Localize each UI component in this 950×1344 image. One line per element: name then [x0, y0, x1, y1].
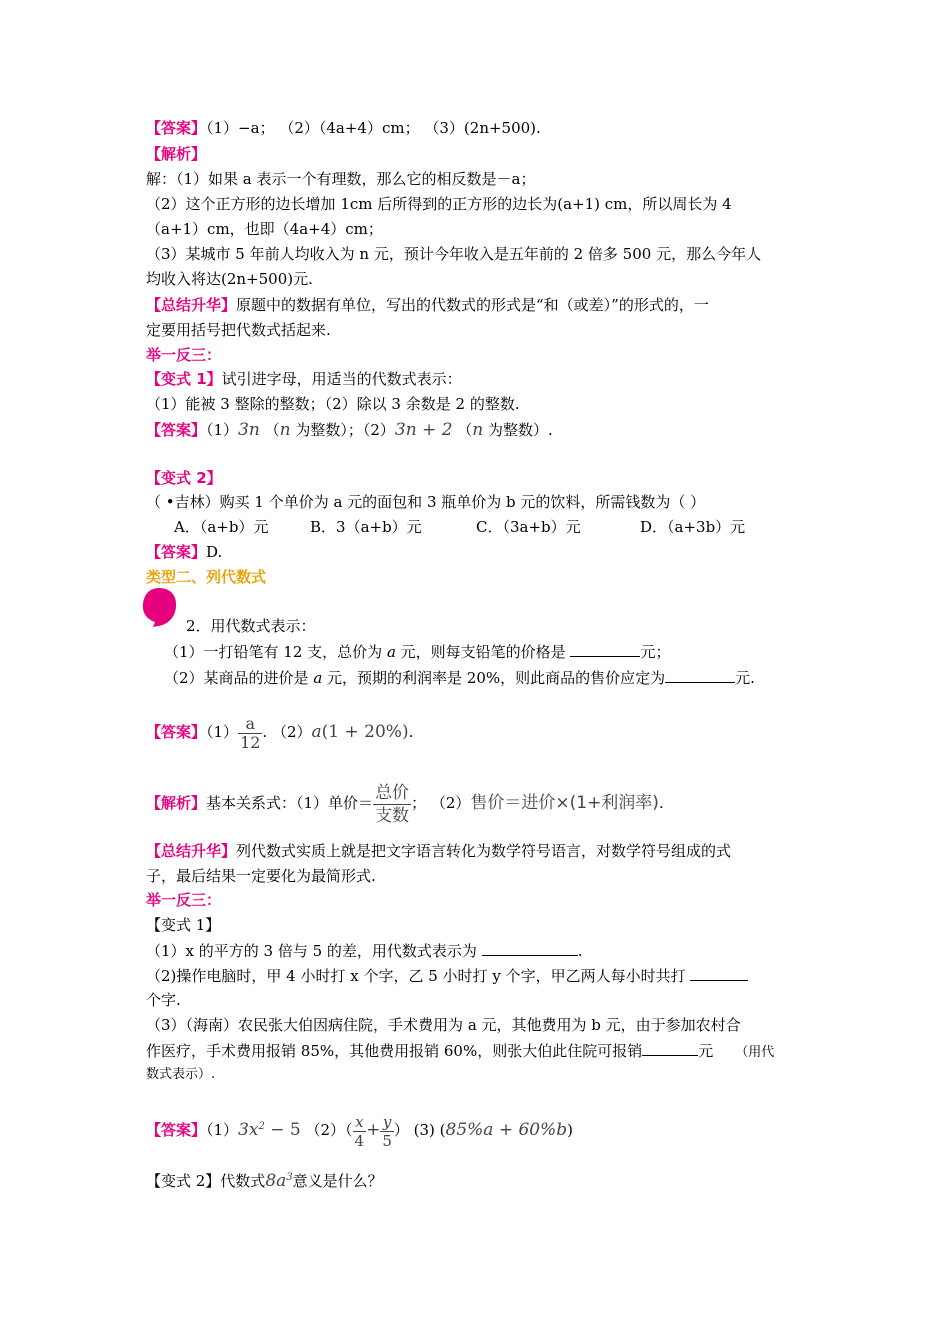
answer-text: D. [206, 543, 223, 561]
practice-heading [146, 890, 221, 910]
answer-tag: 【答案】 [146, 119, 207, 137]
answer-part: 为整数）；（2） [290, 421, 395, 439]
answer-part: ) [567, 1121, 574, 1139]
variant-2-question [146, 1168, 383, 1191]
answer-text: （1）−a； （2）（4a+4）cm； （3）(2n+500). [206, 119, 541, 137]
answer-tag: 【答案】 [146, 543, 207, 561]
question-part: 意义是什么？ [292, 1172, 383, 1190]
question-part: 元，则每支铅笔的价格是 [395, 643, 571, 661]
plus-sign: + [366, 1120, 381, 1140]
math-expression: 3n + 2 [394, 420, 453, 440]
math-expression: (1 + 20%) [321, 722, 409, 742]
text-line: （a+1）cm，也即（4a+4）cm； [146, 220, 383, 238]
fraction [373, 782, 411, 827]
math-expression: 3x [238, 1120, 259, 1140]
math-variable: a [313, 669, 323, 687]
answer-part: （1） [206, 421, 239, 439]
question-part: 作医疗，手术费用报销 85%，其他费用报销 60%，则张大伯此住院可报销 [146, 1042, 643, 1060]
choice-a: A．（a+b）元 [174, 518, 269, 536]
text-line: 数式表示）. [146, 1067, 216, 1082]
question-line [146, 1040, 774, 1063]
answer-line-3 [146, 542, 222, 562]
analysis-tag: 【解析】 [146, 145, 207, 163]
math-variable: n [279, 420, 291, 440]
math-expression: 85%a + 60%b [445, 1120, 568, 1140]
fraction-denominator: 5 [382, 1131, 392, 1150]
answer-part: （ [259, 421, 280, 439]
question-part: （2)操作电脑时，甲 4 小时打 x 个字，乙 5 小时打 y 个字，甲乙两人每小时共打 [146, 967, 691, 985]
summary-text: 原题中的数据有单位，写出的代数式的形式是“和（或差）”的形式的，一 [236, 296, 709, 314]
answer-part: . [408, 723, 414, 741]
question-part: 元； [640, 643, 671, 661]
analysis-part: ； （2） [411, 794, 471, 812]
summary-tag: 【总结升华】 [146, 842, 237, 860]
text-line: 子，最后结果一定要化为最简形式. [146, 867, 376, 885]
variant-line [146, 369, 462, 389]
answer-line-5 [146, 1104, 573, 1153]
answer-part: （1） [206, 723, 239, 741]
answer-part: ） (3) ( [393, 1121, 446, 1139]
analysis-line [146, 778, 664, 828]
answer-line-1 [146, 118, 541, 138]
fraction-denominator: 12 [240, 732, 261, 752]
question-part: （用代 [735, 1045, 775, 1060]
analysis-part: . [658, 794, 664, 812]
section-heading [146, 567, 266, 587]
text-line: 定要用括号把代数式括起来. [146, 321, 331, 339]
analysis-heading [146, 144, 206, 164]
variant-heading: 【变式 1】 [146, 916, 221, 934]
summary-line [146, 295, 709, 315]
variant-tag: 【变式 2】 [146, 469, 222, 487]
answer-part: （ [452, 421, 473, 439]
fraction [380, 1113, 394, 1150]
math-exponent: 2 [258, 1121, 265, 1132]
text-line: 个字. [146, 991, 181, 1009]
answer-line-4 [146, 712, 413, 752]
math-expression: 售价＝进价×(1+利润率) [470, 793, 659, 813]
answer-part: （2）（ [300, 1121, 353, 1139]
fraction [238, 715, 262, 752]
question-line [146, 965, 748, 986]
fill-blank [642, 1040, 698, 1056]
example-badge-icon [140, 586, 178, 628]
question-line [164, 667, 755, 688]
question-part: 元. [735, 669, 755, 687]
math-expression: 8a [265, 1171, 287, 1191]
question-line [146, 940, 582, 961]
math-expression: 3n [238, 420, 260, 440]
fraction-numerator: a [245, 713, 256, 733]
fill-blank [690, 965, 748, 981]
text-line: 均收入将达(2n+500)元. [146, 270, 313, 288]
variant-text: 试引进字母，用适当的代数式表示： [221, 370, 462, 388]
choice-b: B．3（a+b）元 [310, 518, 422, 536]
text-line: （1）能被 3 整除的整数；（2）除以 3 余数是 2 的整数. [146, 395, 520, 413]
question-part: （1）x 的平方的 3 倍与 5 的差，用代数式表示为 [146, 942, 482, 960]
section-title: 类型二、列代数式 [146, 568, 267, 586]
example-question: 2．用代数式表示： [186, 617, 316, 635]
question-line: （ •吉林）购买 1 个单价为 a 元的面包和 3 瓶单价为 b 元的饮料，所需钱数为（ ） [146, 493, 706, 511]
answer-tag: 【答案】 [146, 723, 207, 741]
fill-blank [570, 641, 640, 657]
summary-line [146, 841, 731, 861]
answer-part: . （2） [262, 723, 312, 741]
question-part: （2）某商品的进价是 [164, 669, 314, 687]
math-exponent: 3 [286, 1172, 293, 1183]
math-variable: n [472, 420, 484, 440]
text-line: 解：（1）如果 a 表示一个有理数，那么它的相反数是－a； [146, 170, 536, 188]
math-variable: a [386, 643, 396, 661]
text-line: （3）（海南）农民张大伯因病住院，手术费用为 a 元，其他费用为 b 元，由于参加农村合 [146, 1016, 741, 1034]
text-line: （3）某城市 5 年前人均收入为 n 元，预计今年收入是五年前的 2 倍多 500 元，那么今年人 [146, 245, 762, 263]
answer-tag: 【答案】 [146, 421, 207, 439]
question-part: 元 [698, 1042, 714, 1060]
fraction-numerator: y [382, 1112, 392, 1131]
analysis-tag: 【解析】 [146, 794, 207, 812]
fill-blank [482, 940, 578, 956]
fraction-denominator: 支数 [375, 805, 410, 826]
fill-blank [665, 667, 735, 683]
question-part: （1）一打铅笔有 12 支，总价为 [164, 643, 387, 661]
fraction [353, 1113, 367, 1150]
answer-tag: 【答案】 [146, 1121, 207, 1139]
summary-text: 列代数式实质上就是把文字语言转化为数学符号语言，对数学符号组成的式 [236, 842, 732, 860]
fraction-denominator: 4 [354, 1131, 365, 1150]
summary-tag: 【总结升华】 [146, 296, 237, 314]
math-expression: − 5 [264, 1120, 301, 1140]
answer-part: （1） [206, 1121, 239, 1139]
variant-tag: 【变式 1】 [146, 370, 222, 388]
fraction-numerator: x [355, 1112, 364, 1131]
question-part: 【变式 2】代数式 [146, 1172, 266, 1190]
practice-tag: 举一反三： [146, 891, 222, 909]
choice-c: C．（3a+b）元 [476, 518, 581, 536]
answer-part: 为整数）. [483, 421, 553, 439]
practice-heading [146, 345, 221, 365]
answer-line-2 [146, 420, 553, 440]
variant-2-heading [146, 468, 222, 488]
question-part: 元，预期的利润率是 20%，则此商品的售价应定为 [322, 669, 666, 687]
math-variable: a [311, 722, 322, 742]
fraction-numerator: 总价 [375, 782, 410, 803]
text-line: （2）这个正方形的边长增加 1cm 后所得到的正方形的边长为(a+1) cm，所以周长为 4 [146, 195, 732, 213]
choice-d: D．（a+3b）元 [640, 518, 746, 536]
practice-tag: 举一反三： [146, 346, 222, 364]
question-line [164, 641, 670, 662]
question-part: . [577, 942, 583, 960]
analysis-part: 基本关系式：（1）单价＝ [206, 794, 374, 812]
